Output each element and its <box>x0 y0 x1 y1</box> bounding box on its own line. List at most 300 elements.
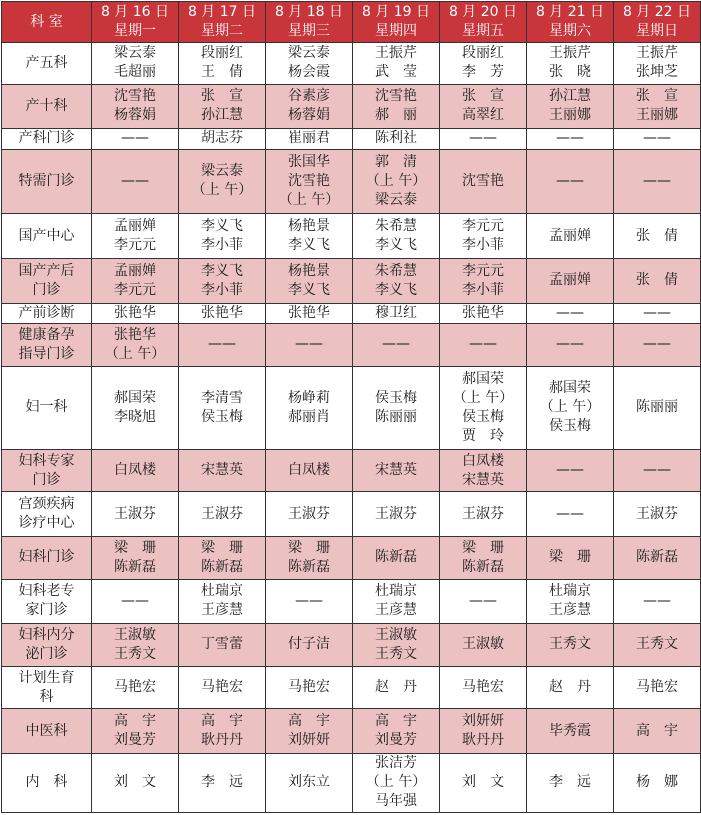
doctor-name: 崔丽君 <box>288 130 330 147</box>
doctor-name: 张 倩 <box>636 272 678 289</box>
schedule-cell <box>92 449 179 492</box>
schedule-cell <box>440 129 527 149</box>
header-day-6 <box>614 2 701 43</box>
header-day-2 <box>266 2 353 43</box>
doctor-name: 白凤楼 <box>288 462 330 479</box>
table-row <box>2 129 701 149</box>
doctor-name: 宋慧英 <box>201 462 243 479</box>
schedule-cell <box>527 492 614 537</box>
header-weekday: 星期五 <box>462 23 504 39</box>
doctor-name: 耿丹丹 <box>201 732 243 749</box>
schedule-cell <box>614 666 701 709</box>
doctor-name: 刘妍妍 <box>288 732 330 749</box>
doctor-name: 沈雪艳 <box>288 172 330 189</box>
schedule-cell <box>440 449 527 492</box>
schedule-cell <box>440 259 527 304</box>
schedule-cell <box>92 43 179 85</box>
schedule-cell <box>92 84 179 129</box>
doctor-name: 陈丽丽 <box>636 399 678 416</box>
doctor-name: 孟丽婵 <box>549 227 591 244</box>
department-name: 家门诊 <box>25 602 68 619</box>
doctor-name: 李清雪 <box>201 389 243 406</box>
schedule-cell <box>614 214 701 259</box>
doctor-name: 沈雪艳 <box>114 88 156 105</box>
doctor-name: 高 宇 <box>114 713 156 730</box>
table-row <box>2 149 701 214</box>
table-row <box>2 214 701 259</box>
schedule-cell <box>179 214 266 259</box>
department-name: 指导门诊 <box>18 345 75 362</box>
doctor-name: 张艳华 <box>114 304 156 321</box>
schedule-cell <box>527 753 614 812</box>
doctor-name: 李元元 <box>462 218 504 235</box>
schedule-cell <box>179 323 266 366</box>
doctor-name: —— <box>643 592 671 609</box>
doctor-name: 李 远 <box>549 774 591 791</box>
doctor-name: 赵 丹 <box>375 679 417 696</box>
doctor-name: 耿丹丹 <box>462 732 504 749</box>
schedule-cell <box>92 149 179 214</box>
department-cell <box>2 666 92 709</box>
doctor-name: 王淑敏 <box>375 626 417 643</box>
doctor-name: 陈新磊 <box>375 549 417 566</box>
doctor-name: —— <box>121 130 149 147</box>
department-cell <box>2 149 92 214</box>
schedule-cell <box>440 666 527 709</box>
department-cell <box>2 303 92 323</box>
doctor-name: 马艳宏 <box>288 679 330 696</box>
doctor-name: 梁云泰 <box>201 163 243 180</box>
table-header <box>2 2 701 43</box>
header-day-0 <box>92 2 179 43</box>
table-row <box>2 366 701 449</box>
doctor-name: —— <box>556 304 584 321</box>
schedule-cell <box>179 579 266 624</box>
department-name: 产科门诊 <box>18 130 75 147</box>
doctor-name: 刘妍妍 <box>462 713 504 730</box>
doctor-name: 侯玉梅 <box>375 389 417 406</box>
doctor-name: 李小菲 <box>462 281 504 298</box>
department-cell <box>2 366 92 449</box>
table-row <box>2 84 701 129</box>
doctor-name: 侯玉梅 <box>549 418 591 435</box>
doctor-name: 李元元 <box>462 262 504 279</box>
department-name: 产十科 <box>25 97 68 114</box>
doctor-name: 杜瑞京 <box>201 583 243 600</box>
doctor-name: 朱希慧 <box>375 262 417 279</box>
schedule-cell <box>527 323 614 366</box>
doctor-name: 张 宣 <box>462 88 504 105</box>
header-dept-label: 科 室 <box>2 2 92 43</box>
schedule-cell <box>527 449 614 492</box>
doctor-name: 陈新磊 <box>201 558 243 575</box>
table-row <box>2 259 701 304</box>
doctor-name: —— <box>469 336 497 353</box>
doctor-name: 梁 珊 <box>114 539 156 556</box>
department-name: 中医科 <box>25 722 68 739</box>
department-name: 科 <box>39 688 54 705</box>
doctor-name: 杨 娜 <box>636 774 678 791</box>
doctor-name: 李晓旭 <box>114 408 156 425</box>
doctor-name: 郝丽肖 <box>288 408 330 425</box>
doctor-name: 李 远 <box>201 774 243 791</box>
schedule-cell <box>614 492 701 537</box>
schedule-cell <box>266 43 353 85</box>
schedule-cell <box>353 624 440 667</box>
table-row <box>2 536 701 579</box>
doctor-name: 张国华 <box>288 153 330 170</box>
department-cell <box>2 84 92 129</box>
schedule-cell <box>266 492 353 537</box>
schedule-cell <box>92 214 179 259</box>
doctor-name: 李小菲 <box>201 237 243 254</box>
schedule-cell <box>614 323 701 366</box>
doctor-name: 丁雪蕾 <box>201 636 243 653</box>
doctor-name: 沈雪艳 <box>462 172 504 189</box>
schedule-cell <box>614 579 701 624</box>
schedule-cell <box>527 709 614 754</box>
schedule-cell <box>179 666 266 709</box>
schedule-cell <box>353 214 440 259</box>
doctor-name: 梁 珊 <box>288 539 330 556</box>
doctor-name: 赵 丹 <box>549 679 591 696</box>
doctor-name: 王振芹 <box>636 45 678 62</box>
doctor-name: 王淑芬 <box>462 505 504 522</box>
table-row <box>2 753 701 812</box>
table-row <box>2 579 701 624</box>
schedule-cell <box>527 366 614 449</box>
doctor-name: 王淑敏 <box>462 636 504 653</box>
header-day-5 <box>527 2 614 43</box>
department-cell <box>2 43 92 85</box>
doctor-name: —— <box>556 172 584 189</box>
doctor-name: —— <box>469 592 497 609</box>
doctor-name: （上 午） <box>539 399 601 416</box>
doctor-name: 张 晓 <box>549 64 591 81</box>
department-cell <box>2 129 92 149</box>
doctor-name: 梁 珊 <box>549 549 591 566</box>
department-name: 妇科老专 <box>18 583 75 600</box>
doctor-name: 孟丽婵 <box>114 218 156 235</box>
table-body <box>2 43 701 813</box>
header-date: 8 月 19 日 <box>361 4 431 20</box>
doctor-name: 白凤楼 <box>462 452 504 469</box>
doctor-name: 郝 丽 <box>375 107 417 124</box>
doctor-name: 王淑芬 <box>288 505 330 522</box>
schedule-cell <box>614 43 701 85</box>
schedule-cell <box>353 259 440 304</box>
doctor-name: —— <box>643 304 671 321</box>
schedule-cell <box>92 666 179 709</box>
table-row <box>2 624 701 667</box>
doctor-name: —— <box>121 592 149 609</box>
header-weekday: 星期一 <box>114 23 156 39</box>
doctor-name: 王彦慧 <box>549 602 591 619</box>
doctor-name: 王振芹 <box>375 45 417 62</box>
department-name: 国产中心 <box>18 227 75 244</box>
department-name: 健康备孕 <box>18 326 75 343</box>
doctor-name: 张艳华 <box>201 304 243 321</box>
doctor-name: 郭 清 <box>375 153 417 170</box>
doctor-name: 杜瑞京 <box>375 583 417 600</box>
schedule-cell <box>92 492 179 537</box>
schedule-cell <box>92 323 179 366</box>
schedule-cell <box>527 129 614 149</box>
doctor-name: 刘东立 <box>288 774 330 791</box>
schedule-cell <box>266 753 353 812</box>
doctor-name: 王淑芬 <box>201 505 243 522</box>
header-day-3 <box>353 2 440 43</box>
table-row <box>2 666 701 709</box>
schedule-cell <box>440 579 527 624</box>
schedule-cell <box>266 84 353 129</box>
schedule-cell <box>527 43 614 85</box>
schedule-cell <box>92 709 179 754</box>
schedule-cell <box>440 84 527 129</box>
doctor-name: —— <box>469 130 497 147</box>
schedule-cell <box>92 129 179 149</box>
doctor-name: 高 宇 <box>375 713 417 730</box>
schedule-cell <box>440 214 527 259</box>
doctor-name: 梁云泰 <box>288 45 330 62</box>
header-weekday: 星期六 <box>549 23 591 39</box>
doctor-name: 王秀文 <box>549 636 591 653</box>
doctor-name: —— <box>643 462 671 479</box>
department-name: 门诊 <box>32 471 61 488</box>
header-date: 8 月 16 日 <box>100 4 170 20</box>
doctor-name: 王 倩 <box>201 64 243 81</box>
doctor-name: 张 宣 <box>201 88 243 105</box>
schedule-cell <box>353 709 440 754</box>
doctor-name: 李义飞 <box>375 237 417 254</box>
doctor-name: 杨蓉娟 <box>288 107 330 124</box>
doctor-name: —— <box>556 336 584 353</box>
schedule-cell <box>614 303 701 323</box>
doctor-name: 李小菲 <box>462 237 504 254</box>
doctor-name: 郝国荣 <box>114 389 156 406</box>
schedule-cell <box>440 492 527 537</box>
schedule-cell <box>353 129 440 149</box>
schedule-cell <box>353 492 440 537</box>
table-row <box>2 323 701 366</box>
department-cell <box>2 579 92 624</box>
department-name: 妇一科 <box>25 399 68 416</box>
schedule-cell <box>527 214 614 259</box>
doctor-name: 马年强 <box>375 793 417 810</box>
doctor-name: 李义飞 <box>201 262 243 279</box>
doctor-name: —— <box>556 130 584 147</box>
doctor-name: 朱希慧 <box>375 218 417 235</box>
doctor-name: （上 午） <box>365 172 427 189</box>
doctor-name: 王彦慧 <box>375 602 417 619</box>
schedule-cell <box>614 366 701 449</box>
table-row <box>2 303 701 323</box>
doctor-name: 沈雪艳 <box>375 88 417 105</box>
department-name: 妇科门诊 <box>18 549 75 566</box>
header-date: 8 月 22 日 <box>622 4 692 20</box>
doctor-name: 王丽娜 <box>636 107 678 124</box>
table-row <box>2 43 701 85</box>
schedule-cell <box>353 323 440 366</box>
doctor-name: 李小菲 <box>201 281 243 298</box>
schedule-cell <box>92 303 179 323</box>
schedule-cell <box>614 536 701 579</box>
header-weekday: 星期日 <box>636 23 678 39</box>
schedule-cell <box>92 536 179 579</box>
doctor-name: 李 芳 <box>462 64 504 81</box>
doctor-name: 王彦慧 <box>201 602 243 619</box>
schedule-cell <box>353 149 440 214</box>
schedule-cell <box>266 366 353 449</box>
schedule-cell <box>527 579 614 624</box>
doctor-name: 谷素彦 <box>288 88 330 105</box>
doctor-name: 王秀文 <box>114 645 156 662</box>
department-cell <box>2 709 92 754</box>
doctor-name: 陈新磊 <box>462 558 504 575</box>
doctor-name: 陈利社 <box>375 130 417 147</box>
doctor-name: 王淑芬 <box>375 505 417 522</box>
doctor-name: 孟丽婵 <box>549 272 591 289</box>
schedule-cell <box>179 259 266 304</box>
doctor-name: —— <box>208 336 236 353</box>
doctor-name: 高 宇 <box>201 713 243 730</box>
doctor-name: 张坤芝 <box>636 64 678 81</box>
schedule-cell <box>266 323 353 366</box>
department-name: 产前诊断 <box>18 304 75 321</box>
department-cell <box>2 753 92 812</box>
schedule-cell <box>353 449 440 492</box>
doctor-name: 高翠红 <box>462 107 504 124</box>
schedule-cell <box>353 536 440 579</box>
schedule-cell <box>179 624 266 667</box>
schedule-cell <box>614 149 701 214</box>
doctor-name: 陈丽丽 <box>375 408 417 425</box>
schedule-cell <box>527 84 614 129</box>
schedule-cell <box>266 579 353 624</box>
schedule-cell <box>179 84 266 129</box>
doctor-name: 张艳华 <box>288 304 330 321</box>
doctor-name: 杨艳景 <box>288 218 330 235</box>
department-name: 泌门诊 <box>25 645 68 662</box>
header-day-4 <box>440 2 527 43</box>
department-name: 妇科内分 <box>18 626 75 643</box>
header-date: 8 月 21 日 <box>535 4 605 20</box>
schedule-cell <box>92 753 179 812</box>
table-row <box>2 709 701 754</box>
doctor-name: —— <box>556 462 584 479</box>
schedule-cell <box>440 323 527 366</box>
doctor-name: 高 宇 <box>288 713 330 730</box>
schedule-cell <box>179 303 266 323</box>
schedule-cell <box>440 149 527 214</box>
schedule-cell <box>92 259 179 304</box>
header-date: 8 月 17 日 <box>187 4 257 20</box>
doctor-name: 李元元 <box>114 281 156 298</box>
schedule-cell <box>440 753 527 812</box>
doctor-name: 李义飞 <box>201 218 243 235</box>
schedule-cell <box>527 666 614 709</box>
doctor-name: 刘曼芳 <box>114 732 156 749</box>
schedule-cell <box>179 449 266 492</box>
doctor-name: 侯玉梅 <box>462 408 504 425</box>
doctor-name: 孟丽婵 <box>114 262 156 279</box>
doctor-name: 张 宣 <box>636 88 678 105</box>
schedule-cell <box>266 149 353 214</box>
doctor-name: 郝国荣 <box>462 370 504 387</box>
doctor-name: 毕秀霞 <box>549 722 591 739</box>
schedule-cell <box>440 709 527 754</box>
department-name: 宫颈疾病 <box>18 496 75 513</box>
department-name: 门诊 <box>32 281 61 298</box>
schedule-cell <box>527 536 614 579</box>
schedule-cell <box>440 536 527 579</box>
department-cell <box>2 492 92 537</box>
doctor-name: 李义飞 <box>288 237 330 254</box>
doctor-name: 王秀文 <box>636 636 678 653</box>
doctor-name: 梁云泰 <box>375 191 417 208</box>
schedule-cell <box>527 624 614 667</box>
header-date: 8 月 18 日 <box>274 4 344 20</box>
doctor-name: 刘 文 <box>462 774 504 791</box>
doctor-name: 毛超丽 <box>114 64 156 81</box>
doctor-name: 梁云泰 <box>114 45 156 62</box>
schedule-cell <box>614 709 701 754</box>
schedule-cell <box>353 84 440 129</box>
doctor-name: （上 午） <box>278 191 340 208</box>
schedule-cell <box>440 366 527 449</box>
department-cell <box>2 449 92 492</box>
doctor-name: 张洁芳 <box>375 755 417 772</box>
doctor-name: 王振芹 <box>549 45 591 62</box>
doctor-name: —— <box>121 172 149 189</box>
table-row <box>2 492 701 537</box>
schedule-cell <box>614 84 701 129</box>
doctor-name: 马艳宏 <box>636 679 678 696</box>
schedule-cell <box>92 624 179 667</box>
doctor-name: 段丽红 <box>462 45 504 62</box>
schedule-cell <box>614 624 701 667</box>
schedule-cell <box>440 43 527 85</box>
doctor-name: 高 宇 <box>636 722 678 739</box>
schedule-cell <box>614 753 701 812</box>
schedule-cell <box>266 536 353 579</box>
doctor-name: 王淑芬 <box>636 505 678 522</box>
department-name: 妇科专家 <box>18 452 75 469</box>
doctor-name: 付子洁 <box>288 636 330 653</box>
schedule-cell <box>527 303 614 323</box>
table-row <box>2 449 701 492</box>
schedule-cell <box>92 579 179 624</box>
doctor-name: 段丽红 <box>201 45 243 62</box>
doctor-name: 王丽娜 <box>549 107 591 124</box>
doctor-name: 马艳宏 <box>201 679 243 696</box>
schedule-cell <box>266 624 353 667</box>
schedule-cell <box>266 449 353 492</box>
doctor-name: 张艳华 <box>462 304 504 321</box>
schedule-cell <box>179 709 266 754</box>
schedule-cell <box>179 366 266 449</box>
schedule-cell <box>353 579 440 624</box>
schedule-cell <box>440 303 527 323</box>
duty-schedule-table <box>1 1 701 813</box>
schedule-cell <box>440 624 527 667</box>
schedule-cell <box>614 259 701 304</box>
doctor-name: —— <box>382 336 410 353</box>
doctor-name: 陈新磊 <box>288 558 330 575</box>
schedule-cell <box>179 149 266 214</box>
doctor-name: 杨会霞 <box>288 64 330 81</box>
schedule-cell <box>353 43 440 85</box>
